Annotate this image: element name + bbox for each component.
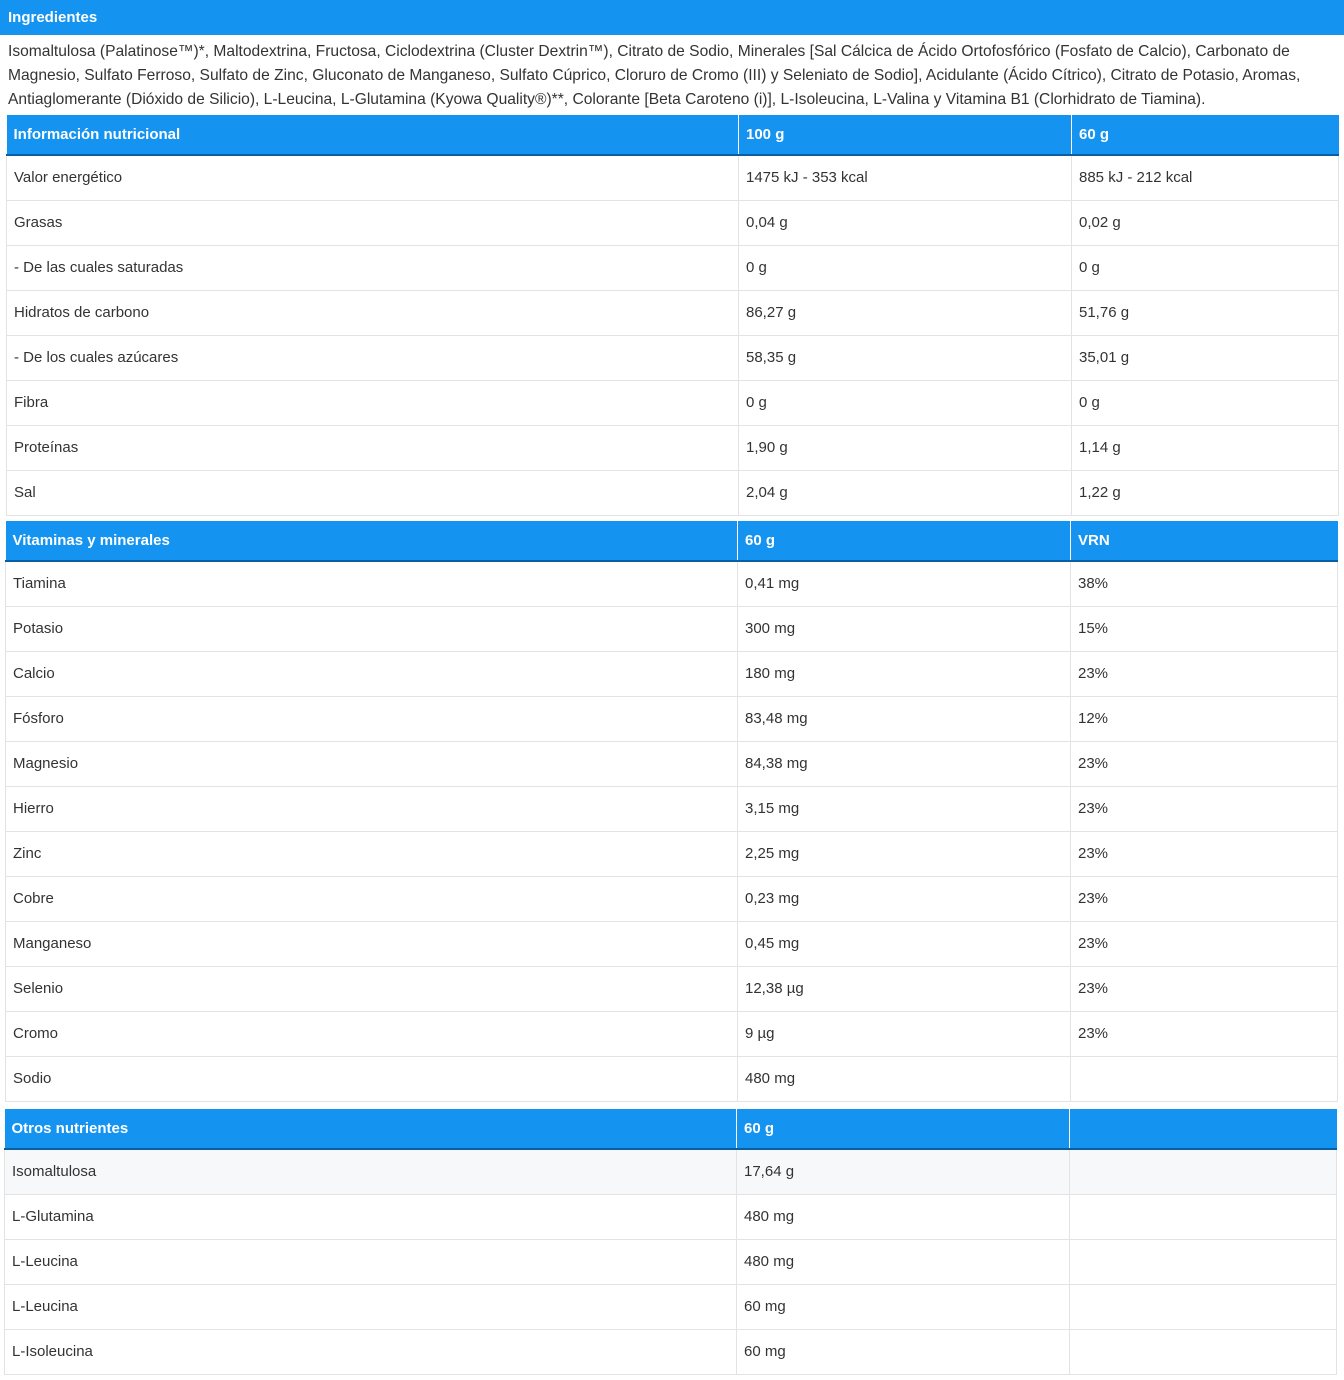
- column-header: 60 g: [1072, 115, 1339, 155]
- nutrient-name: Calcio: [6, 651, 738, 696]
- nutrient-value: 58,35 g: [739, 335, 1072, 380]
- column-header: 100 g: [739, 115, 1072, 155]
- nutrient-value: 0 g: [1072, 380, 1339, 425]
- column-header: Información nutricional: [7, 115, 739, 155]
- nutrient-value: 0,41 mg: [738, 561, 1071, 606]
- nutrient-value: 51,76 g: [1072, 290, 1339, 335]
- other-nutrients-table-header: [5, 1109, 1337, 1149]
- nutrient-name: Selenio: [6, 966, 738, 1011]
- nutrition-table: [6, 115, 1339, 516]
- nutrient-value: 23%: [1071, 966, 1338, 1011]
- column-header: Otros nutrientes: [5, 1109, 737, 1149]
- nutrient-name: Potasio: [6, 606, 738, 651]
- column-header: 60 g: [738, 521, 1071, 561]
- table-row: [6, 831, 1338, 876]
- nutrient-value: 480 mg: [737, 1194, 1070, 1239]
- nutrient-name: Proteínas: [7, 425, 739, 470]
- nutrient-name: Hidratos de carbono: [7, 290, 739, 335]
- nutrient-name: Grasas: [7, 200, 739, 245]
- nutrient-value: [1070, 1329, 1337, 1374]
- table-row: [7, 425, 1339, 470]
- nutrient-value: 0,02 g: [1072, 200, 1339, 245]
- nutrient-name: Magnesio: [6, 741, 738, 786]
- nutrient-value: 23%: [1071, 921, 1338, 966]
- nutrient-value: 60 mg: [737, 1284, 1070, 1329]
- nutrient-value: 480 mg: [738, 1056, 1071, 1101]
- nutrient-value: 23%: [1071, 1011, 1338, 1056]
- nutrient-name: Isomaltulosa: [5, 1149, 737, 1194]
- nutrient-value: 1,90 g: [739, 425, 1072, 470]
- ingredients-text: Isomaltulosa (Palatinose™)*, Maltodextrina, Fructosa, Ciclodextrina (Cluster Dextrin™), Citrato de Sodio, Minerales [Sal Cálcica de Ácido Ortofosfórico (Fosfato de Calcio), Carbonato de Magnesio, Sulfato Ferroso, Sulfato de Zinc, Gluconato de Manganeso, Sulfato Cúprico, Cloruro de Cromo (III) y Seleniato de Sodio], Acidulante (Ácido Cítrico), Citrato de Potasio, Aromas, Antiaglomerante (Dióxido de Silicio), L-Leucina, L-Glutamina (Kyowa Quality®)**, Colorante [Beta Caroteno (i)], L-Isoleucina, L-Valina y Vitamina B1 (Clorhidrato de Tiamina).: [8, 43, 1301, 108]
- nutrient-name: Cromo: [6, 1011, 738, 1056]
- nutrient-value: 17,64 g: [737, 1149, 1070, 1194]
- nutrient-name: L-Isoleucina: [5, 1329, 737, 1374]
- nutrient-value: 2,25 mg: [738, 831, 1071, 876]
- nutrient-name: Manganeso: [6, 921, 738, 966]
- table-row: [5, 1149, 1337, 1194]
- nutrient-value: [1070, 1284, 1337, 1329]
- table-row: [6, 921, 1338, 966]
- nutrient-value: 84,38 mg: [738, 741, 1071, 786]
- nutrient-value: [1070, 1194, 1337, 1239]
- table-row: [7, 380, 1339, 425]
- table-row: [7, 200, 1339, 245]
- other-nutrients-table: [4, 1109, 1337, 1375]
- nutrient-value: 2,04 g: [739, 470, 1072, 515]
- nutrient-value: 23%: [1071, 741, 1338, 786]
- nutrient-value: 1475 kJ - 353 kcal: [739, 155, 1072, 200]
- table-row: [6, 786, 1338, 831]
- table-row: [6, 1011, 1338, 1056]
- table-row: [6, 651, 1338, 696]
- nutrient-value: 12,38 µg: [738, 966, 1071, 1011]
- nutrient-value: 0 g: [739, 380, 1072, 425]
- nutrient-name: Sodio: [6, 1056, 738, 1101]
- table-row: [6, 741, 1338, 786]
- nutrient-name: L-Glutamina: [5, 1194, 737, 1239]
- table-row: [6, 876, 1338, 921]
- table-row: [5, 1194, 1337, 1239]
- nutrition-table-header: [7, 115, 1339, 155]
- nutrient-value: 23%: [1071, 876, 1338, 921]
- table-row: [6, 966, 1338, 1011]
- nutrient-value: 0 g: [1072, 245, 1339, 290]
- nutrient-value: 35,01 g: [1072, 335, 1339, 380]
- nutrient-value: 23%: [1071, 651, 1338, 696]
- nutrient-value: 15%: [1071, 606, 1338, 651]
- nutrient-value: 86,27 g: [739, 290, 1072, 335]
- nutrient-value: 0,04 g: [739, 200, 1072, 245]
- nutrient-name: Sal: [7, 470, 739, 515]
- nutrient-name: - De las cuales saturadas: [7, 245, 739, 290]
- column-header: 60 g: [737, 1109, 1070, 1149]
- nutrient-value: [1070, 1239, 1337, 1284]
- table-row: [6, 1056, 1338, 1101]
- nutrient-name: L-Leucina: [5, 1239, 737, 1284]
- nutrient-name: L-Leucina: [5, 1284, 737, 1329]
- column-header: [1070, 1109, 1337, 1149]
- table-row: [7, 470, 1339, 515]
- table-row: [6, 606, 1338, 651]
- nutrient-value: 12%: [1071, 696, 1338, 741]
- nutrient-value: 1,14 g: [1072, 425, 1339, 470]
- nutrient-value: [1070, 1149, 1337, 1194]
- table-row: [6, 561, 1338, 606]
- nutrient-value: 300 mg: [738, 606, 1071, 651]
- nutrient-value: 3,15 mg: [738, 786, 1071, 831]
- table-row: [7, 155, 1339, 200]
- nutrient-name: Zinc: [6, 831, 738, 876]
- nutrient-name: - De los cuales azúcares: [7, 335, 739, 380]
- nutrient-name: Valor energético: [7, 155, 739, 200]
- nutrient-value: 480 mg: [737, 1239, 1070, 1284]
- nutrient-value: 0,45 mg: [738, 921, 1071, 966]
- table-row: [7, 335, 1339, 380]
- vitamins-table: [5, 521, 1338, 1102]
- nutrient-value: 885 kJ - 212 kcal: [1072, 155, 1339, 200]
- nutrient-value: 9 µg: [738, 1011, 1071, 1056]
- vitamins-table-header: [6, 521, 1338, 561]
- nutrient-value: 0 g: [739, 245, 1072, 290]
- nutrient-value: 180 mg: [738, 651, 1071, 696]
- column-header: Vitaminas y minerales: [6, 521, 738, 561]
- nutrient-value: 83,48 mg: [738, 696, 1071, 741]
- nutrient-value: 38%: [1071, 561, 1338, 606]
- nutrient-value: 1,22 g: [1072, 470, 1339, 515]
- table-row: [5, 1329, 1337, 1374]
- nutrient-name: Fósforo: [6, 696, 738, 741]
- nutrient-value: 23%: [1071, 786, 1338, 831]
- nutrient-name: Cobre: [6, 876, 738, 921]
- table-row: [7, 245, 1339, 290]
- nutrient-name: Tiamina: [6, 561, 738, 606]
- table-row: [5, 1239, 1337, 1284]
- nutrient-value: 23%: [1071, 831, 1338, 876]
- ingredients-heading: Ingredientes: [0, 0, 1344, 35]
- nutrient-value: 60 mg: [737, 1329, 1070, 1374]
- table-row: [6, 696, 1338, 741]
- nutrient-value: [1071, 1056, 1338, 1101]
- column-header: VRN: [1071, 521, 1338, 561]
- nutrient-value: 0,23 mg: [738, 876, 1071, 921]
- table-row: [7, 290, 1339, 335]
- table-row: [5, 1284, 1337, 1329]
- nutrient-name: Hierro: [6, 786, 738, 831]
- nutrient-name: Fibra: [7, 380, 739, 425]
